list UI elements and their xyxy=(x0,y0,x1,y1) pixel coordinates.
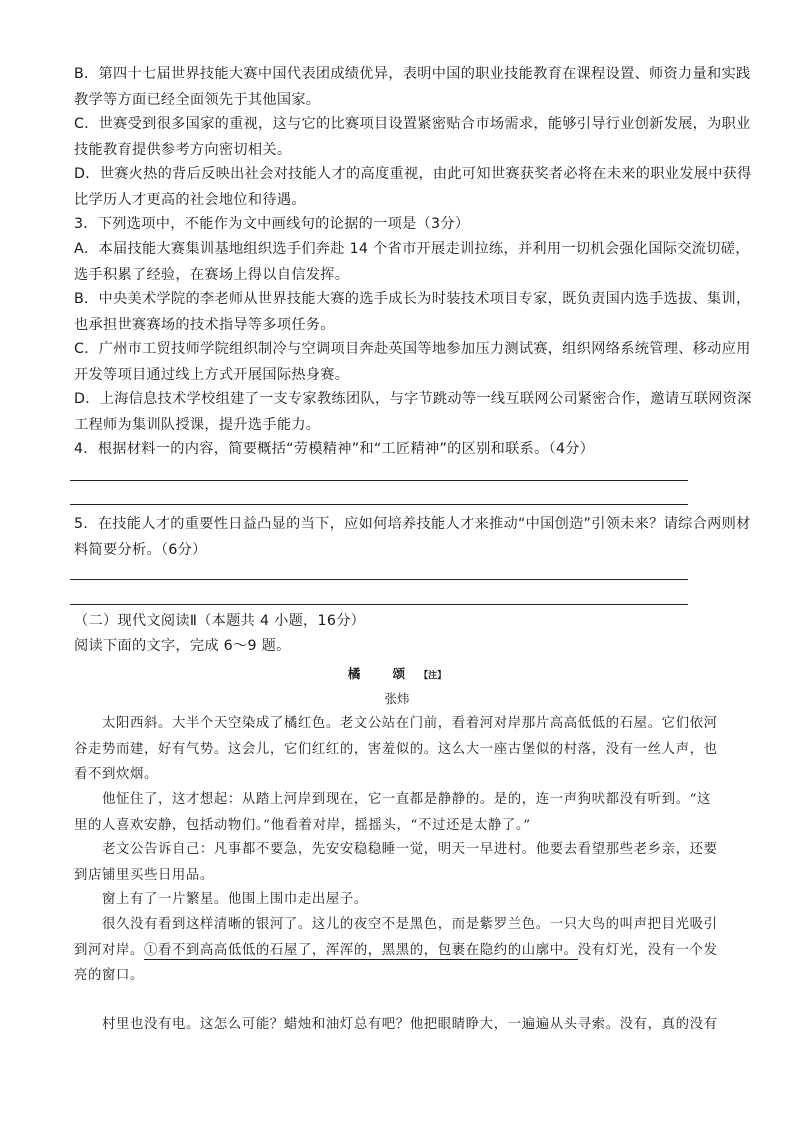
text-line: 看不到炊烟。 xyxy=(74,767,158,782)
story-paragraph-3 xyxy=(74,837,724,888)
text-line: C．广州市工贸技师学院组织制冷与空调项目奔赴英国等地参加压力测试赛，组织网络系统管理、移动应用 xyxy=(74,341,751,357)
q2-option-d xyxy=(74,162,752,213)
annotation-marker: ① xyxy=(143,942,158,958)
text-line: A．本届技能大赛集训基地组织选手们奔赴 14 个省市开展走训拉练，并利用一切机会强化国际交流切磋， xyxy=(74,241,750,257)
text-line: 老文公告诉自己：凡事都不要急，先安安稳稳睡一觉，明天一早进村。他要去看望那些老乡亲，还要 xyxy=(102,842,718,857)
story-paragraph-1 xyxy=(74,711,724,788)
q4-answer-line-2[interactable] xyxy=(70,504,688,505)
section-instruction xyxy=(74,634,722,660)
text-line: 很久没有看到这样清晰的银河了。这儿的夜空不是黑色，而是紫罗兰色。一只大鸟的叫声把目光吸引 xyxy=(102,917,718,932)
text-line: D．世赛火热的背后反映出社会对技能人才的高度重视，由此可知世赛获奖者必将在未来的职业发展中获得 xyxy=(74,166,752,182)
story-paragraph-4 xyxy=(74,887,724,913)
text-line: B．第四十七届世界技能大赛中国代表团成绩优异，表明中国的职业技能教育在课程设置、师资力量和实践 xyxy=(74,66,751,82)
q4-stem xyxy=(74,437,722,463)
text-line: B．中央美术学院的李老师从世界技能大赛的选手成长为时装技术项目专家，既负责国内选手选拔、集训， xyxy=(74,291,751,307)
story-paragraph-5 xyxy=(74,912,724,989)
q4-answer-line-1[interactable] xyxy=(70,480,688,481)
title-text: 橘 颂 xyxy=(347,666,420,681)
q2-option-c xyxy=(74,112,751,163)
text-line: 3．下列选项中，不能作为文中画线句的论据的一项是（3分） xyxy=(74,216,470,232)
text-line: 阅读下面的文字，完成 6～9 题。 xyxy=(74,638,291,654)
text-fragment: 到河对岸。 xyxy=(74,942,144,958)
q5-stem xyxy=(74,512,751,563)
text-line: C．世赛受到很多国家的重视，这与它的比赛项目设置紧密贴合市场需求，能够引导行业创新发展，为职业 xyxy=(74,116,751,132)
text-line: 料简要分析。（6分） xyxy=(74,541,207,558)
text-line: 谷走势而建，好有气势。这会儿，它们红红的，害羞似的。这么大一座古堡似的村落，没有一丝人声，也 xyxy=(74,741,718,757)
text-line: 选手积累了经验，在赛场上得以自信发挥。 xyxy=(74,266,350,283)
text-line: 亮的窗口。 xyxy=(74,968,144,983)
text-line: 到店铺里买些日用品。 xyxy=(74,867,214,883)
text-line: 开发等项目通过线上方式开展国际热身赛。 xyxy=(74,366,350,383)
text-line: （二）现代文阅读Ⅱ（本题共 4 小题，16分） xyxy=(74,613,366,629)
text-line: D．上海信息技术学校组建了一支专家教练团队，与字节跳动等一线互联网公司紧密合作，邀请互联网资深 xyxy=(74,391,752,407)
text-line: 4．根据材料一的内容，简要概括“劳模精神”和“工匠精神”的区别和联系。（4分） xyxy=(74,441,595,457)
text-line: 比学历人才更高的社会地位和待遇。 xyxy=(74,191,306,208)
title-note-marker: 【注】 xyxy=(419,671,447,681)
story-paragraph-2 xyxy=(74,787,724,838)
q3-option-c xyxy=(74,337,751,388)
story-author xyxy=(0,687,794,710)
author-name: 张炜 xyxy=(384,691,410,706)
story-paragraph-6 xyxy=(74,1012,724,1038)
underlined-text: 看不到高高低低的石屋了，浑浑的，黑黑的，包裹在隐约的山廓中。 xyxy=(157,942,578,958)
text-line: 他怔住了，这才想起：从踏上河岸到现在，它一直都是静静的。是的，连一声狗吠都没有听到。“这 xyxy=(102,792,712,807)
text-line: 太阳西斜。大半个天空染成了橘红色。老文公站在门前，看着河对岸那片高高低低的石屋。它们依河 xyxy=(102,716,718,731)
text-line: 教学等方面已经全面领先于其他国家。 xyxy=(74,91,321,108)
text-fragment: 没有灯光，没有一个发 xyxy=(577,942,718,958)
text-line: 工程师为集训队授课，提升选手能力。 xyxy=(74,416,321,433)
text-line: 村里也没有电。这怎么可能？蜡烛和油灯总有吧？他把眼睛睁大，一遍遍从头寻索。没有，真的没有 xyxy=(102,1017,718,1032)
section-heading xyxy=(74,609,722,635)
text-line: 5．在技能人才的重要性日益凸显的当下，应如何培养技能人才来推动“中国创造”引领未来？请综合两则材 xyxy=(74,516,751,532)
underlined-sentence xyxy=(144,943,578,960)
q3-option-b xyxy=(74,287,751,338)
text-line: 窗上有了一片繁星。他围上围巾走出屋子。 xyxy=(102,892,368,907)
text-line xyxy=(74,938,724,964)
text-line: 也承担世赛赛场的技术指导等多项任务。 xyxy=(74,316,335,333)
q3-stem xyxy=(74,212,722,238)
text-line: 技能教育提供参考方向密切相关。 xyxy=(74,141,292,158)
q5-answer-line-1[interactable] xyxy=(70,579,688,580)
story-title xyxy=(0,662,794,687)
q5-answer-line-2[interactable] xyxy=(70,604,688,605)
text-line: 里的人喜欢安静，包括动物们。”他看着对岸，摇摇头，“不过还是太静了。” xyxy=(74,817,531,833)
q2-option-b xyxy=(74,62,751,113)
q3-option-d xyxy=(74,387,752,438)
q3-option-a xyxy=(74,237,750,288)
